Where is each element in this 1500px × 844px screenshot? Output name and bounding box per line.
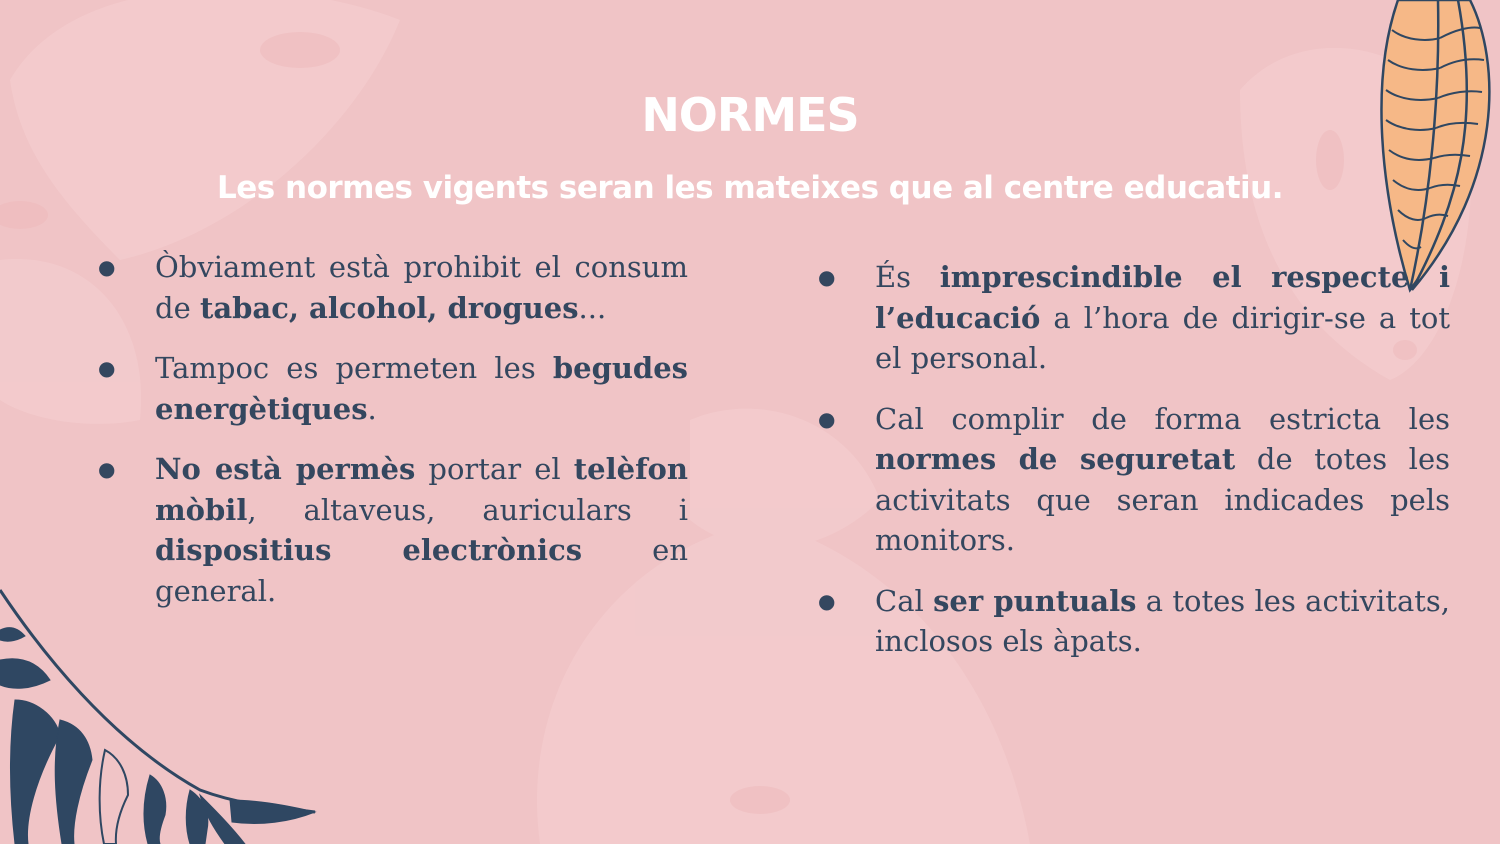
bg-spot-1 bbox=[260, 32, 340, 68]
slide-subtitle: Les normes vigents seran les mateixes que al centre educatiu. bbox=[216, 170, 1283, 206]
slide-title: NORMES bbox=[641, 88, 859, 142]
rules-list-right bbox=[818, 257, 1450, 682]
rules-list-left bbox=[98, 247, 688, 631]
rule-item: ● Cal complir de forma estricta les normes de seguretat de totes les activitats que seran indicades pels monitors. bbox=[818, 399, 1450, 561]
rule-item: ● Tampoc es permeten les begudes energètiques. bbox=[98, 348, 688, 429]
rule-item: ● No està permès portar el telèfon mòbil, altaveus, auriculars i dispositius electrònics en general. bbox=[98, 449, 688, 611]
rule-item: ● Òbviament està prohibit el consum de tabac, alcohol, drogues... bbox=[98, 247, 688, 328]
bg-spot-3 bbox=[730, 786, 790, 814]
rule-item: ● Cal ser puntuals a totes les activitats, inclosos els àpats. bbox=[818, 581, 1450, 662]
orange-leaf bbox=[1381, 0, 1489, 290]
rule-item: ● És imprescindible el respecte i l’educació a l’hora de dirigir-se a tot el personal. bbox=[818, 257, 1450, 379]
